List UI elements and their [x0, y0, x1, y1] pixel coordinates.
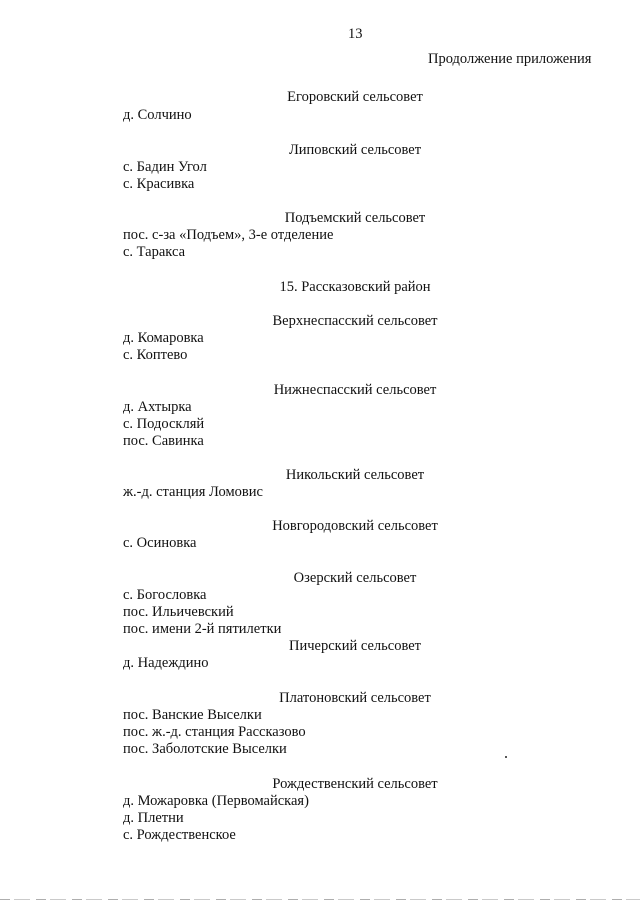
section-heading: Пичерский сельсовет [289, 638, 421, 654]
list-item: д. Можаровка (Первомайская) [123, 793, 309, 809]
section-heading: Нижнеспасский сельсовет [273, 382, 437, 398]
list-item: с. Бадин Угол [123, 159, 207, 175]
list-item: д. Ахтырка [123, 399, 192, 415]
section-heading: Платоновский сельсовет [279, 690, 431, 706]
section-heading: Липовский сельсовет [288, 142, 422, 158]
list-item: с. Таракса [123, 244, 186, 260]
list-item: с. Рождественское [123, 827, 236, 843]
list-item: д. Солчино [123, 107, 192, 123]
section-heading: Егоровский сельсовет [287, 89, 423, 105]
list-item: пос. Ванские Выселки [123, 707, 262, 723]
list-item: с. Осиновка [123, 535, 197, 551]
list-item: пос. Ильичевский [123, 604, 234, 620]
list-item: с. Богословка [123, 587, 207, 603]
list-item: с. Коптево [123, 347, 188, 363]
section-heading: Никольский сельсовет [285, 467, 425, 483]
list-item: пос. Савинка [123, 433, 204, 449]
list-item: ж.-д. станция Ломовис [123, 484, 263, 500]
list-item: д. Комаровка [123, 330, 204, 346]
list-item: с. Подоскляй [123, 416, 205, 432]
continuation-note: Продолжение приложения [428, 51, 592, 67]
district-heading: 15. Рассказовский район [279, 279, 431, 295]
section-heading: Подъемский сельсовет [284, 210, 426, 226]
section-heading: Верхнеспасский сельсовет [272, 313, 438, 329]
scan-speck [505, 756, 507, 758]
page-number: 13 [348, 26, 363, 42]
section-heading: Озерский сельсовет [293, 570, 417, 586]
list-item: пос. ж.-д. станция Рассказово [123, 724, 306, 740]
list-item: пос. с-за «Подъем», 3-е отделение [123, 227, 334, 243]
list-item: с. Красивка [123, 176, 195, 192]
scan-edge-line [0, 899, 640, 900]
section-heading: Рождественский сельсовет [272, 776, 438, 792]
list-item: пос. имени 2-й пятилетки [123, 621, 282, 637]
section-heading: Новгородовский сельсовет [272, 518, 438, 534]
list-item: д. Надеждино [123, 655, 209, 671]
list-item: д. Плетни [123, 810, 184, 826]
list-item: пос. Заболотские Выселки [123, 741, 287, 757]
